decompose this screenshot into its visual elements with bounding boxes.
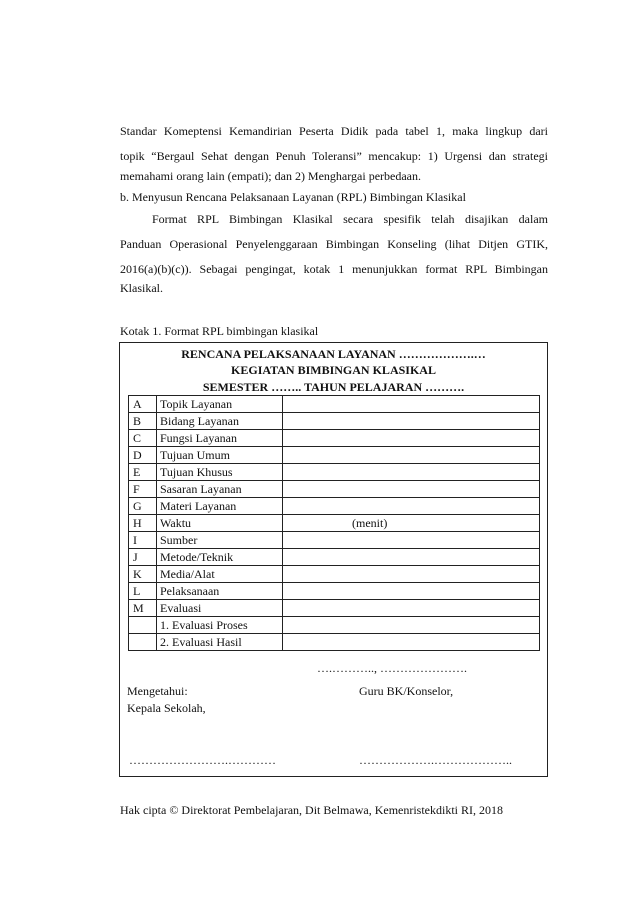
rpl-format-box (119, 342, 548, 777)
row-value (283, 549, 540, 566)
table-row (129, 600, 540, 617)
row-code (129, 617, 157, 634)
right-signature-line: ……………….……………….. (359, 753, 512, 767)
row-value (283, 532, 540, 549)
row-label: 1. Evaluasi Proses (157, 617, 283, 634)
row-label: Bidang Layanan (157, 413, 283, 430)
table-row (129, 566, 540, 583)
row-label: Evaluasi (157, 600, 283, 617)
row-value (283, 481, 540, 498)
table-row (129, 447, 540, 464)
paragraph-2-line-2: Panduan Operasional Penyelenggaraan Bimbingan Konseling (lihat Ditjen GTIK, (120, 237, 548, 251)
table-row (129, 634, 540, 651)
box-title-line-3: SEMESTER …….. TAHUN PELAJARAN ………. (202, 380, 465, 394)
row-code: K (129, 566, 157, 583)
box-title-line-2: KEGIATAN BIMBINGAN KLASIKAL (231, 363, 436, 377)
row-label: 2. Evaluasi Hasil (157, 634, 283, 651)
row-value (283, 447, 540, 464)
row-value (283, 498, 540, 515)
row-code: F (129, 481, 157, 498)
row-value (283, 430, 540, 447)
row-value (283, 566, 540, 583)
row-code: J (129, 549, 157, 566)
row-code: G (129, 498, 157, 515)
row-label: Metode/Teknik (157, 549, 283, 566)
box-title-line-1: RENCANA PELAKSANAAN LAYANAN ……………….… (181, 347, 486, 361)
row-code: A (129, 396, 157, 413)
row-code: H (129, 515, 157, 532)
row-label: Pelaksanaan (157, 583, 283, 600)
row-label: Sasaran Layanan (157, 481, 283, 498)
table-row (129, 515, 540, 532)
row-label: Waktu (157, 515, 283, 532)
section-heading-b: b. Menyusun Rencana Pelaksanaan Layanan (RPL) Bimbingan Klasikal (120, 190, 466, 204)
table-row (129, 396, 540, 413)
row-value (283, 396, 540, 413)
left-signature-label-1: Mengetahui: (127, 684, 188, 698)
paragraph-1-line-2: topik “Bergaul Sehat dengan Penuh Toleransi” mencakup: 1) Urgensi dan strategi (120, 149, 548, 163)
paragraph-1-line-1: Standar Komeptensi Kemandirian Peserta Didik pada tabel 1, maka lingkup dari (120, 124, 548, 138)
row-code: M (129, 600, 157, 617)
box-caption: Kotak 1. Format RPL bimbingan klasikal (120, 324, 319, 338)
row-value (283, 583, 540, 600)
table-row (129, 549, 540, 566)
row-label: Media/Alat (157, 566, 283, 583)
paragraph-2-line-4: Klasikal. (120, 281, 163, 295)
table-row (129, 464, 540, 481)
row-label: Tujuan Khusus (157, 464, 283, 481)
copyright-footer: Hak cipta © Direktorat Pembelajaran, Dit Belmawa, Kemenristekdikti RI, 2018 (120, 803, 504, 817)
table-row (129, 481, 540, 498)
row-label: Sumber (157, 532, 283, 549)
row-code: E (129, 464, 157, 481)
table-row (129, 498, 540, 515)
row-code: D (129, 447, 157, 464)
paragraph-2-line-1: Format RPL Bimbingan Klasikal secara spesifik telah disajikan dalam (152, 212, 548, 226)
row-label: Topik Layanan (157, 396, 283, 413)
table-row (129, 532, 540, 549)
left-signature-label-2: Kepala Sekolah, (127, 701, 206, 715)
row-value (283, 600, 540, 617)
paragraph-2-line-3: 2016(a)(b)(c)). Sebagai pengingat, kotak 1 menunjukkan format RPL Bimbingan (120, 262, 548, 276)
table-row (129, 413, 540, 430)
right-signature-label: Guru BK/Konselor, (359, 684, 454, 698)
row-code: C (129, 430, 157, 447)
row-label: Fungsi Layanan (157, 430, 283, 447)
row-value (283, 617, 540, 634)
paragraph-1-line-3: memahami orang lain (empati); dan 2) Menghargai perbedaan. (120, 169, 421, 183)
date-line: ….……….., …………………. (317, 661, 467, 675)
row-code: I (129, 532, 157, 549)
row-label: Materi Layanan (157, 498, 283, 515)
row-code: L (129, 583, 157, 600)
row-code: B (129, 413, 157, 430)
row-code (129, 634, 157, 651)
table-row (129, 617, 540, 634)
table-row (129, 583, 540, 600)
waktu-unit: (menit) (352, 515, 388, 530)
rpl-table (128, 395, 540, 651)
left-signature-line: …………………….………… (129, 753, 276, 767)
row-label: Tujuan Umum (157, 447, 283, 464)
row-value (283, 634, 540, 651)
row-value (283, 464, 540, 481)
row-value (283, 413, 540, 430)
table-row (129, 430, 540, 447)
